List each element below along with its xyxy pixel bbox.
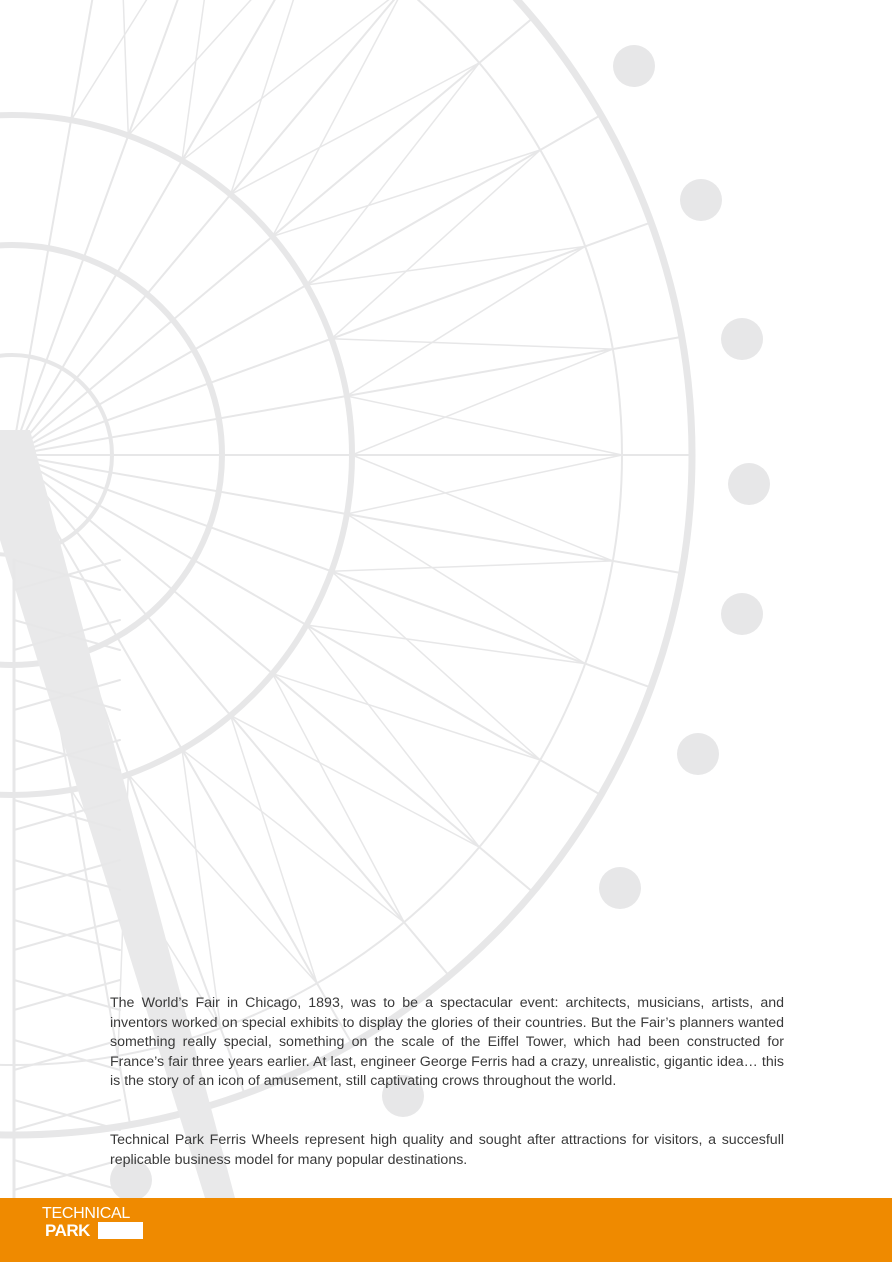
business-paragraph: Technical Park Ferris Wheels represent high quality and sought after attractions for visitors, a succesfull replicable business model for many popular destinations. bbox=[110, 1132, 784, 1168]
logo-text-park: PARK bbox=[45, 1221, 90, 1240]
wheel-brace bbox=[231, 715, 317, 983]
gondola-icon bbox=[728, 463, 770, 505]
intro-paragraph: The World’s Fair in Chicago, 1893, was to be a spectacular event: architects, musicians, artists, and inventors worked on special exhibits to display the glories of their countries. But the Fair’s planners wanted something really special, something on the scale of the Eiffel Tower, which had been constructed for France’s fair three years earlier. At last, engineer George Ferris had a crazy, unrealistic, gigantic idea… this is the story of an icon of amusement, still captivating crows throughout the world. bbox=[110, 995, 784, 1089]
footer-bar bbox=[0, 1198, 892, 1262]
gondola-icon bbox=[721, 318, 763, 360]
wheel-brace bbox=[182, 0, 221, 161]
wheel-brace bbox=[272, 150, 540, 236]
wheel-brace bbox=[272, 674, 540, 760]
wheel-brace bbox=[71, 0, 221, 120]
wheel-spoke bbox=[12, 0, 449, 455]
gondola-icon bbox=[599, 867, 641, 909]
wheel-brace bbox=[306, 63, 479, 285]
wheel-brace bbox=[272, 674, 404, 923]
wheel-brace bbox=[231, 0, 317, 195]
wheel-brace bbox=[331, 150, 540, 339]
wheel-brace bbox=[306, 625, 479, 847]
wheel-brace bbox=[182, 749, 221, 1028]
wheel-brace bbox=[128, 0, 317, 136]
gondola-icon bbox=[680, 179, 722, 221]
wheel-brace bbox=[231, 715, 480, 847]
wheel-brace bbox=[182, 749, 404, 922]
wheel-brace bbox=[352, 349, 613, 455]
wheel-brace bbox=[347, 455, 622, 514]
logo-bar-shape bbox=[98, 1222, 143, 1239]
wheel-brace bbox=[306, 246, 585, 285]
wheel-brace bbox=[118, 0, 128, 136]
gondola-icon bbox=[721, 593, 763, 635]
wheel-brace bbox=[331, 339, 612, 349]
wheel-brace bbox=[352, 455, 613, 561]
wheel-brace bbox=[182, 0, 404, 161]
wheel-brace bbox=[331, 571, 540, 760]
wheel-spoke bbox=[12, 0, 130, 455]
wheel-brace bbox=[306, 625, 585, 664]
gondola-icon bbox=[677, 733, 719, 775]
wheel-brace bbox=[231, 63, 480, 195]
gondola-icon bbox=[613, 45, 655, 87]
wheel-brace bbox=[347, 396, 622, 455]
wheel-brace bbox=[331, 561, 612, 571]
technical-park-logo bbox=[42, 1206, 146, 1244]
logo-text-technical: TECHNICAL bbox=[42, 1205, 130, 1222]
